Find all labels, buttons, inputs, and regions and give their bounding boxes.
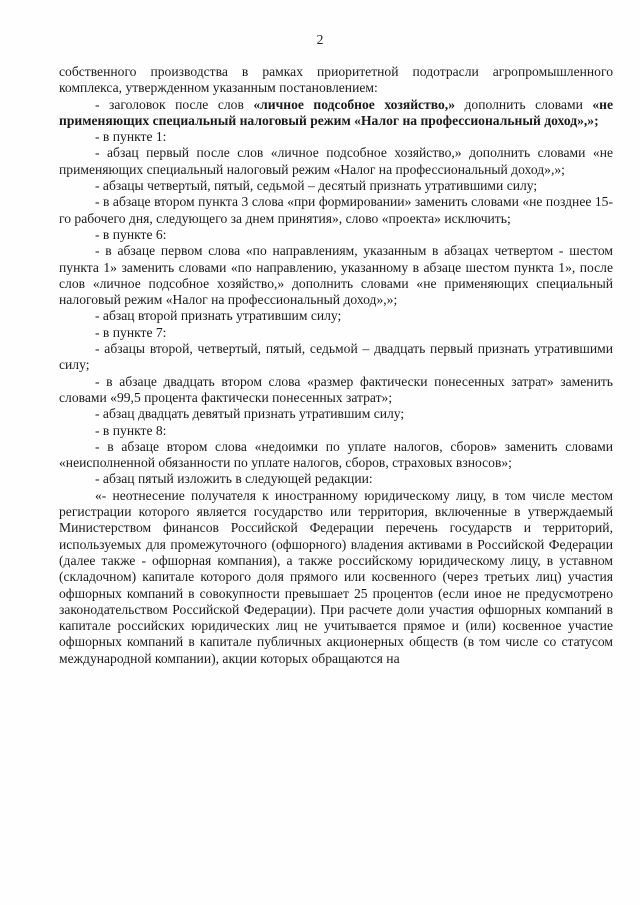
text-run: «- неотнесение получателя к иностранному юридическому лицу, в том числе местом регистрации которого является государство или территория, включенные в утверждаемый Министерством финансов Российской Федерации перечень государств и территорий, используемых для промежуточного (офшорного) владения активами в Российской Федерации (далее также - офшорная компания), а также российскому юридическому лицу, в уставном (складочном) капитале которого доля прямого или косвенного (через третьих лиц) участия офшорных компаний в совокупности превышает 25 процентов (если иное не предусмотрено законодательством Российской Федерации). При расчете доли участия офшорных компаний в капитале российских юридических лиц не учитывается прямое и (или) косвенное участие офшорных компаний в капитале публичных акционерных обществ (в том числе со статусом международной компании), акции которых обращаются на <box>59 487 613 666</box>
paragraph <box>59 308 613 324</box>
text-run: - заголовок после слов <box>95 96 254 112</box>
text-run: - абзацы второй, четвертый, пятый, седьмой – двадцать первый признать утратившими силу; <box>59 341 613 373</box>
text-run: - в пункте 8: <box>95 422 167 438</box>
paragraph <box>59 406 613 422</box>
paragraph <box>59 471 613 487</box>
text-run: собственного производства в рамках приоритетной подотрасли агропромышленного комплекса, утвержденном указанным постановлением: <box>59 64 613 96</box>
text-run: - абзац второй признать утратившим силу; <box>95 308 342 324</box>
text-run: - в пункте 6: <box>95 226 167 242</box>
text-run: - в пункте 7: <box>95 324 167 340</box>
text-run: - в абзаце двадцать втором слова «размер фактически понесенных затрат» заменить словами «99,5 процента фактически понесенных затрат»; <box>59 373 613 405</box>
paragraph <box>59 194 613 227</box>
page-number: 2 <box>316 32 324 47</box>
bold-text-run: «не применяющих специальный налоговый режим «Налог на профессиональный доход»,»; <box>59 96 614 128</box>
paragraph <box>59 145 613 178</box>
paragraph <box>59 243 613 308</box>
paragraph <box>59 227 613 243</box>
text-run: - в пункте 1: <box>95 129 167 145</box>
text-run: - абзацы четвертый, пятый, седьмой – десятый признать утратившими силу; <box>95 178 538 194</box>
text-run: - в абзаце втором слова «недоимки по уплате налогов, сборов» заменить словами «неисполненной обязанности по уплате налогов, сборов, страховых взносов»; <box>59 438 613 471</box>
paragraph <box>59 439 613 472</box>
paragraph <box>59 488 613 667</box>
paragraph <box>59 374 613 407</box>
paragraph <box>59 97 613 130</box>
paragraph <box>59 64 613 97</box>
paragraph <box>59 341 613 374</box>
text-run: - в абзаце первом слова «по направлениям, указанным в абзацах четвертом - шестом пункта 1» заменить словами «по направлению, указанному в абзаце шестом пункта 1», после слов «личное подсобное хозяйство,» дополнить словами «не применяющих специальный налоговый режим «Налог на профессиональный доход»,»; <box>59 243 613 308</box>
paragraph <box>59 325 613 341</box>
text-run: - абзац двадцать девятый признать утратившим силу; <box>95 406 405 422</box>
bold-text-run: «личное подсобное хозяйство,» <box>253 96 456 112</box>
text-run: - абзац пятый изложить в следующей редакции: <box>95 471 373 487</box>
text-run: дополнить словами <box>455 96 593 112</box>
text-run: - абзац первый после слов «личное подсобное хозяйство,» дополнить словами «не применяющих специальный налоговый режим «Налог на профессиональный доход»,»; <box>59 145 613 177</box>
paragraph <box>59 129 613 145</box>
text-run: - в абзаце втором пункта 3 слова «при формировании» заменить словами «не позднее 15-го рабочего дня, следующего за днем принятия», слово «проекта» исключить; <box>59 194 613 226</box>
paragraph <box>59 423 613 439</box>
document-body <box>59 64 613 667</box>
paragraph <box>59 178 613 194</box>
